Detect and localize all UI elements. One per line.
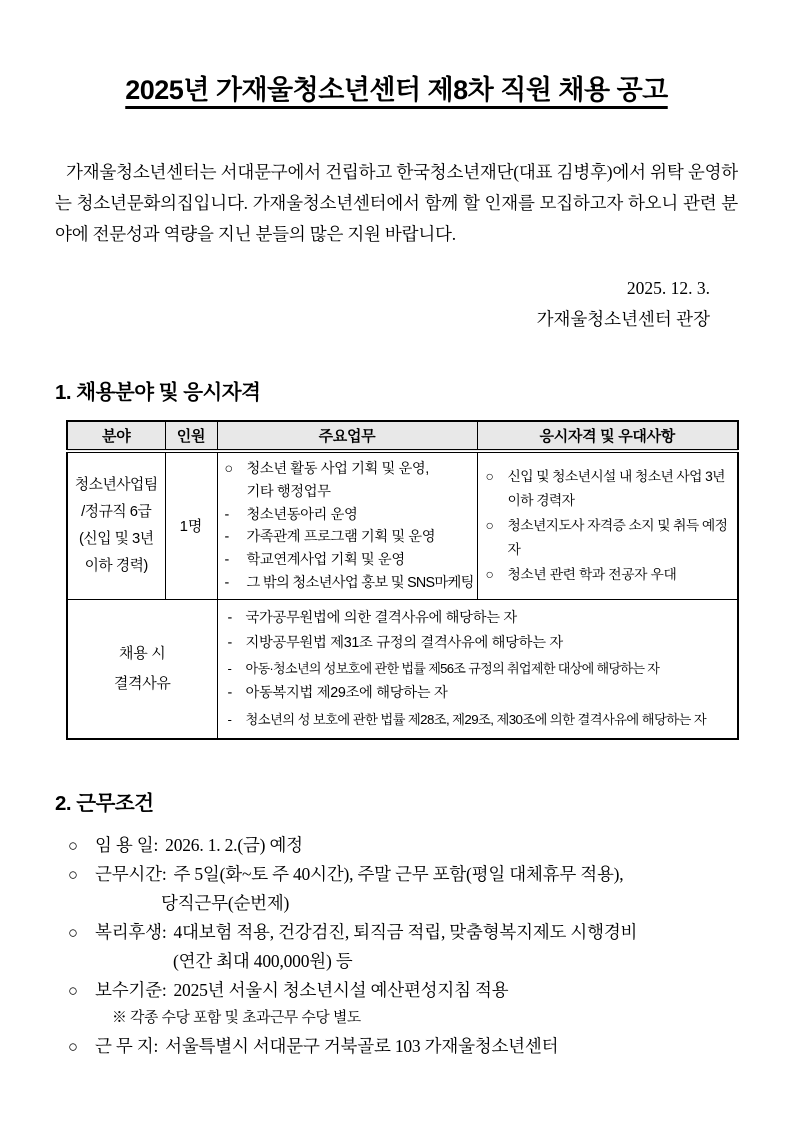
disqualification-row	[67, 599, 738, 739]
disqualification-text: 국가공무원법에 의한 결격사유에 해당하는 자	[245, 609, 517, 626]
dash-bullet-icon: -	[224, 529, 229, 546]
qualifications-list	[486, 465, 736, 588]
condition-label: 보수기준:	[95, 979, 167, 1000]
qualification-line: 청소년 관련 학과 전공자 우대	[507, 566, 677, 582]
disqualification-label-line: 결격사유	[113, 674, 171, 692]
duty-line: 청소년동아리 운영	[246, 506, 358, 523]
circle-bullet-icon: ○	[485, 566, 494, 582]
dash-bullet-icon: -	[224, 552, 229, 569]
dash-bullet-icon: -	[224, 506, 229, 523]
position-row	[67, 451, 738, 599]
disqualification-items-cell	[217, 599, 738, 739]
duty-item	[225, 572, 475, 595]
col-header-duties: 주요업무	[217, 421, 477, 451]
qualifications-cell	[477, 451, 738, 599]
document-title	[55, 68, 738, 107]
disqualification-text: 아동복지법 제29조에 해당하는 자	[245, 685, 448, 702]
circle-bullet-icon: ○	[68, 835, 78, 855]
condition-value: 2025년 서울시 청소년시설 예산편성지침 적용	[173, 979, 509, 1000]
work-condition-item	[68, 918, 738, 976]
work-condition-item	[68, 860, 738, 918]
dash-bullet-icon: -	[227, 634, 232, 651]
qualification-item	[486, 514, 736, 563]
duty-item	[225, 549, 475, 572]
condition-value: 주 5일(화~토 주 40시간), 주말 근무 포함(평일 대체휴무 적용),	[173, 863, 624, 884]
disqualification-item	[228, 631, 736, 656]
condition-label: 임 용 일:	[95, 834, 159, 855]
disqualification-item	[228, 656, 736, 681]
duty-line: 기타 행정업무	[246, 483, 331, 500]
condition-value: 4대보험 적용, 건강검진, 퇴직금 적립, 맞춤형복지제도 시행경비	[173, 921, 638, 942]
duty-line: 청소년 활동 사업 기획 및 운영,	[246, 461, 429, 477]
qualification-line: 청소년지도사 자격증 소지 및 취득 예정자	[507, 517, 728, 558]
section2-heading: 2. 근무조건	[55, 791, 154, 815]
condition-note: ※ 각종 수당 포함 및 초과근무 수당 별도	[112, 1009, 361, 1026]
circle-bullet-icon: ○	[68, 922, 78, 942]
circle-bullet-icon: ○	[68, 1036, 78, 1056]
announcement-date: 2025. 12. 3.	[626, 278, 710, 298]
qualification-line: 신입 및 청소년시설 내 청소년 사업 3년	[507, 468, 725, 484]
condition-value: 2026. 1. 2.(금) 예정	[165, 834, 303, 855]
headcount-cell: 1명	[165, 451, 217, 599]
condition-value-continuation: 당직근무(순번제)	[161, 892, 290, 913]
circle-bullet-icon: ○	[68, 980, 78, 1000]
disqualification-text: 청소년의 성 보호에 관한 법률 제28조, 제29조, 제30조에 의한 결격사유에 해당하는 자	[245, 711, 707, 727]
duties-list	[225, 458, 475, 595]
disqualification-label-line: 채용 시	[119, 644, 166, 662]
intro-paragraph: 가재울청소년센터는 서대문구에서 건립하고 한국청소년재단(대표 김병후)에서 위탁 운영하는 청소년문화의집입니다. 가재울청소년센터에서 함께 할 인재를 모집하고자 하오니 관련 분야에 전문성과 역량을 지닌 분들의 많은 지원 바랍니다.	[55, 162, 738, 244]
disqualification-list	[228, 606, 736, 732]
dash-bullet-icon: -	[227, 685, 232, 702]
disqualification-label-cell	[67, 599, 217, 739]
disqualification-text: 지방공무원법 제31조 규정의 결격사유에 해당하는 자	[245, 634, 563, 651]
section1-heading: 1. 채용분야 및 응시자격	[55, 381, 261, 404]
condition-label: 근무시간:	[95, 863, 167, 884]
dash-bullet-icon: -	[227, 661, 232, 677]
field-line: (신입 및 3년	[78, 530, 154, 547]
qualification-line: 이하 경력자	[507, 493, 575, 509]
disqualification-item	[228, 707, 736, 732]
document-title-text: 2025년 가재울청소년센터 제8차 직원 채용 공고	[125, 75, 668, 105]
work-condition-item	[68, 1032, 738, 1061]
duty-item	[225, 526, 475, 549]
duty-line: 학교연계사업 기획 및 운영	[246, 552, 405, 569]
circle-bullet-icon: ○	[485, 468, 494, 484]
condition-label: 근 무 지:	[95, 1035, 159, 1056]
condition-value: 서울특별시 서대문구 거북골로 103 가재울청소년센터	[165, 1035, 559, 1056]
duty-item	[225, 458, 475, 504]
recruitment-table	[66, 420, 739, 740]
field-line: 이하 경력)	[84, 557, 148, 574]
circle-bullet-icon: ○	[68, 864, 78, 884]
qualification-item	[486, 563, 736, 588]
disqualification-text: 아동·청소년의 성보호에 관한 법률 제56조 규정의 취업제한 대상에 해당하는 자	[245, 661, 660, 677]
duty-line: 가족관계 프로그램 기획 및 운영	[246, 529, 436, 546]
field-line: /정규직 6급	[81, 503, 152, 520]
duty-item	[225, 504, 475, 527]
duties-cell	[217, 451, 477, 599]
work-condition-item	[68, 976, 738, 1032]
date-signature-block	[55, 273, 738, 335]
work-conditions-list	[55, 831, 738, 1061]
work-condition-item	[68, 831, 738, 860]
dash-bullet-icon: -	[227, 711, 232, 727]
position-field-cell	[67, 451, 165, 599]
col-header-field: 분야	[67, 421, 165, 451]
table-header-row	[67, 421, 738, 451]
dash-bullet-icon: -	[224, 574, 229, 591]
circle-bullet-icon: ○	[224, 461, 233, 477]
disqualification-item	[228, 606, 736, 631]
circle-bullet-icon: ○	[485, 517, 494, 533]
announcement-signer: 가재울청소년센터 관장	[536, 309, 710, 329]
field-line: 청소년사업팀	[74, 476, 158, 493]
col-header-qualifications: 응시자격 및 우대사항	[477, 421, 738, 451]
duty-line: 그 밖의 청소년사업 홍보 및 SNS마케팅	[246, 574, 474, 591]
dash-bullet-icon: -	[227, 609, 232, 626]
condition-label: 복리후생:	[95, 921, 167, 942]
condition-value-continuation: (연간 최대 400,000원) 등	[173, 950, 353, 971]
col-header-headcount: 인원	[165, 421, 217, 451]
qualification-item	[486, 465, 736, 514]
disqualification-item	[228, 681, 736, 706]
